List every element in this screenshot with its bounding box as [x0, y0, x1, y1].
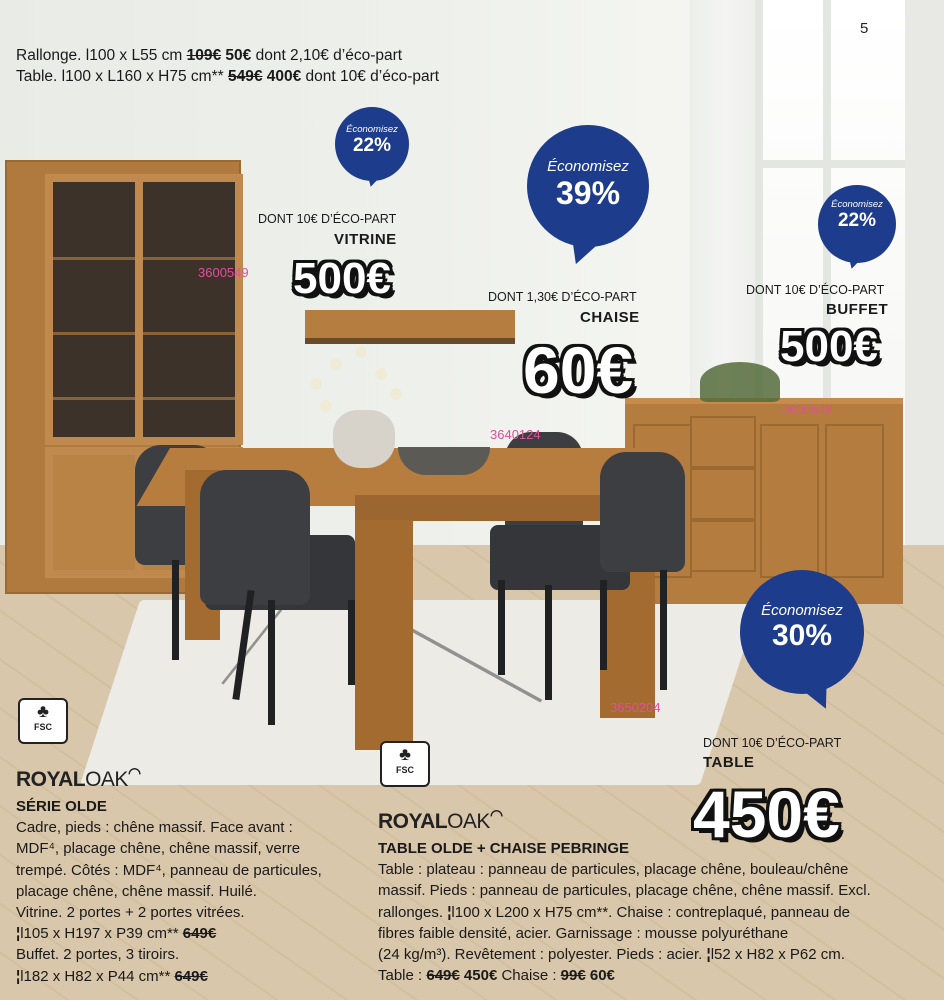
table-discount-bubble: Économisez 30%	[740, 570, 864, 694]
serie-olde-title: SÉRIE OLDE	[16, 798, 107, 815]
chaise-price: 60€	[523, 333, 634, 407]
swirl-icon: ◠	[489, 807, 503, 824]
vitrine-eco-part: DONT 10€ D’ÉCO-PART	[258, 212, 397, 226]
table-ref: 3650204	[610, 700, 661, 715]
chaise-eco-part: DONT 1,30€ D’ÉCO-PART	[488, 290, 637, 304]
tree-icon: ♣	[37, 701, 49, 721]
plant-image	[700, 362, 780, 402]
table-eco-part: DONT 10€ D’ÉCO-PART	[703, 736, 842, 750]
buffet-eco-part: DONT 10€ D’ÉCO-PART	[746, 283, 885, 297]
royal-oak-logo: ROYALOAK◠	[378, 807, 503, 833]
dimension-icon: ¦	[447, 903, 452, 921]
buffet-discount-bubble: Économisez 22%	[818, 185, 896, 263]
buffet-price: 500€	[780, 322, 878, 371]
table-price: 450€	[693, 777, 840, 851]
chaise-ref: 3640124	[490, 427, 541, 442]
vitrine-ref: 3600549	[198, 265, 249, 280]
tree-icon: ♣	[399, 744, 411, 764]
dimension-icon: ¦	[706, 946, 711, 964]
dimension-icon: ¦	[16, 925, 21, 943]
vitrine-price: 500€	[293, 254, 391, 303]
table-small-price-line: Table. l100 x L160 x H75 cm** 549€ 400€ dont 10€ d’éco-part	[16, 68, 440, 85]
swirl-icon: ◠	[127, 765, 141, 782]
table-name: TABLE	[703, 754, 755, 771]
table-chaise-title: TABLE OLDE + CHAISE PEBRINGE	[378, 840, 630, 857]
fsc-logo: ♣ FSC	[380, 741, 430, 787]
chaise-name: CHAISE	[580, 309, 640, 326]
fsc-logo: ♣ FSC	[18, 698, 68, 744]
vase-image	[333, 410, 395, 468]
buffet-ref: 3600548	[782, 402, 833, 417]
vitrine-name: VITRINE	[334, 231, 397, 248]
wall-pillar	[905, 0, 944, 600]
buffet-name: BUFFET	[826, 301, 889, 318]
table-leg	[355, 520, 413, 750]
chair-image	[200, 470, 310, 605]
royal-oak-logo: ROYALOAK◠	[16, 765, 141, 791]
bowl-image	[398, 447, 490, 475]
wall-shelf-image	[305, 310, 515, 338]
chaise-discount-bubble: Économisez 39%	[527, 125, 649, 247]
page-number: 5	[860, 20, 869, 37]
rallonge-price-line: Rallonge. l100 x L55 cm 109€ 50€ dont 2,10€ d’éco-part	[16, 47, 403, 64]
table-chaise-description: TABLE OLDE + CHAISE PEBRINGE Table : plateau : panneau de particules, placage chêne, bouleau/chêne massif. Pieds : panneau de particules, placage chêne, chêne massif. Excl. rallonges. ¦l100 x L200 x H75 cm**. Chaise : contreplaqué, panneau de fibres faible densité, acier. Garnissage : mousse polyuréthane (24 kg/m³). Revêtement : polyester. Pieds : acier. ¦l52 x H82 x P62 cm. Table : 649€ 450€ Chaise : 99€ 60€	[378, 838, 938, 986]
vitrine-discount-bubble: Économisez 22%	[335, 107, 409, 181]
dimension-icon: ¦	[16, 967, 21, 985]
chair-image	[600, 452, 685, 572]
flowers-image	[290, 338, 410, 418]
serie-olde-description: SÉRIE OLDE Cadre, pieds : chêne massif. Face avant : MDF⁴, placage chêne, chêne massif, verre trempé. Côtés : MDF⁴, panneau de particules, placage chêne, chêne massif. Huilé. Vitrine. 2 portes + 2 portes vitrées. ¦l105 x H197 x P39 cm** 649€ Buffet. 2 portes, 3 tiroirs. ¦l182 x H82 x P44 cm** 649€	[16, 796, 361, 987]
